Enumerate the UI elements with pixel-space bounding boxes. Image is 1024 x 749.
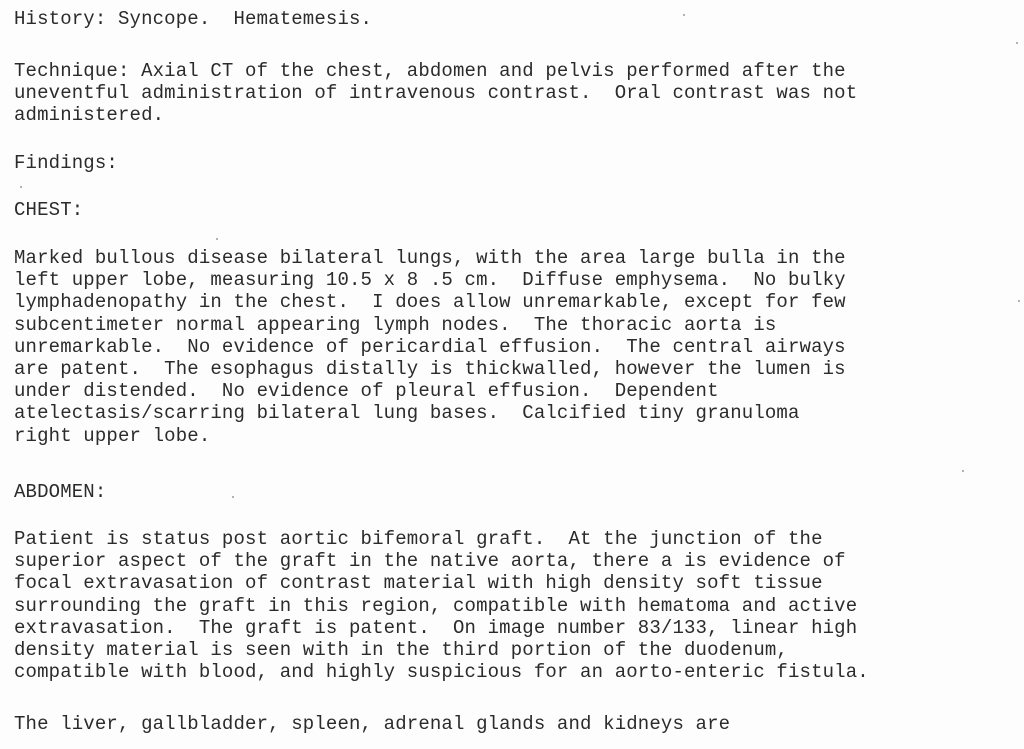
scan-speck — [20, 186, 22, 188]
scan-speck — [216, 238, 218, 240]
history-line: History: Syncope. Hematemesis. — [14, 8, 373, 30]
abdomen-findings-paragraph: Patient is status post aortic bifemoral graft. At the junction of the superior aspect of the graft in the native aorta, there a is evidence of focal extravasation of contrast material with high density soft tissue surrounding the graft in this region, compatible with hematoma and active extravasation. The graft is patent. On image number 83/133, linear high density material is seen with in the third portion of the duodenum, compatible with blood, and highly suspicious for an aorto-enteric fistula. — [14, 528, 869, 684]
scan-speck — [1016, 42, 1018, 44]
technique-paragraph: Technique: Axial CT of the chest, abdomen and pelvis performed after the uneventful administration of intravenous contrast. Oral contrast was not administered. — [14, 60, 858, 127]
chest-findings-paragraph: Marked bullous disease bilateral lungs, with the area large bulla in the left upper lobe, measuring 10.5 x 8 .5 cm. Diffuse emphysema. No bulky lymphadenopathy in the chest. I does allow unremarkable, except for few subcentimeter normal appearing lymph nodes. The thoracic aorta is unremarkable. No evidence of pericardial effusion. The central airways are patent. The esophagus distally is thickwalled, however the lumen is under distended. No evidence of pleural effusion. Dependent atelectasis/scarring bilateral lung bases. Calcified tiny granuloma right upper lobe. — [14, 247, 846, 447]
scan-speck — [1018, 300, 1020, 302]
abdomen-heading: ABDOMEN: — [14, 481, 107, 503]
scan-speck — [683, 14, 685, 16]
chest-heading: CHEST: — [14, 199, 84, 221]
scan-speck — [962, 470, 964, 472]
abdomen-continuation-line: The liver, gallbladder, spleen, adrenal glands and kidneys are — [14, 713, 731, 735]
scan-speck — [232, 496, 234, 498]
findings-heading: Findings: — [14, 152, 118, 174]
